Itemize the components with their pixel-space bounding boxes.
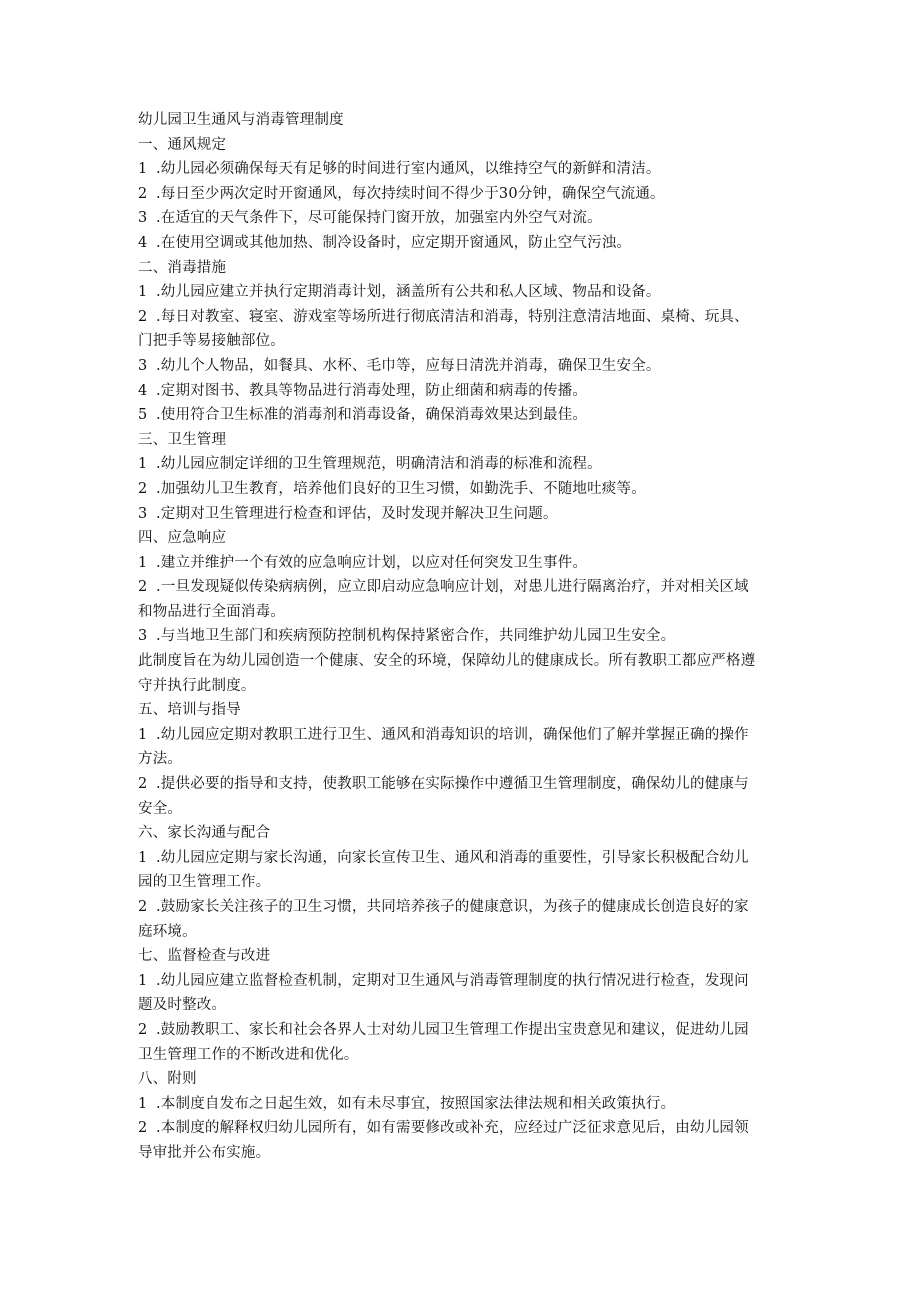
item-text: .与当地卫生部门和疾病预防控制机构保持紧密合作，共同维护幼儿园卫生安全。 [156, 628, 676, 645]
list-item [138, 354, 788, 379]
item-text: .幼儿园应建立并执行定期消毒计划，涵盖所有公共和私人区域、物品和设备。 [156, 284, 661, 301]
item-number: 1 [138, 972, 148, 989]
item-text-continuation: 方法。 [138, 751, 183, 768]
item-number: 1 [138, 554, 148, 571]
item-number: 1 [138, 161, 148, 178]
item-number: 2 [138, 480, 148, 497]
item-text-continuation: 门把手等易接触部位。 [138, 333, 285, 350]
item-number: 3 [138, 505, 148, 522]
item-text-continuation: 题及时整改。 [138, 997, 227, 1014]
list-item [138, 379, 788, 404]
item-text: .幼儿园应定期对教职工进行卫生、通风和消毒知识的培训，确保他们了解并掌握正确的操作 [156, 726, 749, 743]
item-number: 2 [138, 899, 148, 915]
item-text: .幼儿个人物品，如餐具、水杯、毛巾等，应每日清洗并消毒，确保卫生安全。 [156, 357, 661, 374]
list-item [138, 624, 788, 649]
item-text: .鼓励家长关注孩子的卫生习惯，共同培养孩子的健康意识，为孩子的健康成长创造良好的家 [156, 899, 749, 915]
item-text: .提供必要的指导和支持，使教职工能够在实际操作中遵循卫生管理制度，确保幼儿的健康与 [156, 776, 749, 793]
list-item [138, 305, 788, 330]
item-text: .在使用空调或其他加热、制冷设备时，应定期开窗通风，防止空气污浊。 [156, 234, 632, 251]
section-heading: 七、监督检查与改进 [138, 948, 271, 965]
section-heading: 六、家长沟通与配合 [138, 825, 271, 842]
item-text: .每日对教室、寝室、游戏室等场所进行彻底清洁和消毒，特别注意清洁地面、桌椅、玩具、 [156, 308, 749, 325]
list-item [138, 551, 788, 576]
section-heading: 一、通风规定 [138, 136, 227, 153]
item-number: 3 [138, 210, 148, 227]
list-item [138, 502, 788, 527]
item-number: 4 [138, 234, 148, 251]
list-item [138, 772, 788, 797]
item-text: .幼儿园应制定详细的卫生管理规范，明确清洁和消毒的标准和流程。 [156, 456, 602, 473]
item-number: 3 [138, 357, 148, 374]
item-number: 4 [138, 382, 148, 399]
list-item [138, 231, 788, 256]
item-number: 2 [138, 1120, 148, 1137]
item-text: .幼儿园应建立监督检查机制，定期对卫生通风与消毒管理制度的执行情况进行检查，发现问 [156, 972, 749, 989]
list-item [138, 477, 788, 502]
item-text: .每日至少两次定时开窗通风，每次持续时间不得少于30分钟，确保空气流通。 [156, 185, 665, 202]
item-text-continuation: 导审批并公布实施。 [138, 1144, 271, 1161]
item-number: 1 [138, 284, 148, 301]
list-item [138, 1018, 788, 1043]
item-text-continuation: 庭环境。 [138, 923, 197, 940]
item-number: 1 [138, 726, 148, 743]
item-number: 2 [138, 776, 148, 793]
list-item [138, 895, 788, 920]
list-item [138, 969, 788, 994]
item-text: .本制度自发布之日起生效，如有未尽事宜，按照国家法律法规和相关政策执行。 [156, 1095, 676, 1112]
list-item [138, 157, 788, 182]
section-heading: 四、应急响应 [138, 530, 227, 547]
item-number: 1 [138, 1095, 148, 1112]
item-number: 2 [138, 579, 148, 596]
item-number: 5 [138, 407, 148, 424]
item-text: .幼儿园必须确保每天有足够的时间进行室内通风，以维持空气的新鲜和清洁。 [156, 161, 661, 178]
section-heading: 二、消毒措施 [138, 259, 227, 276]
list-item [138, 206, 788, 231]
item-text: .定期对卫生管理进行检查和评估，及时发现并解决卫生问题。 [156, 505, 558, 522]
section-heading: 三、卫生管理 [138, 431, 227, 448]
list-item [138, 403, 788, 428]
document-page [138, 108, 788, 1166]
list-item [138, 846, 788, 871]
list-item [138, 280, 788, 305]
item-text: .鼓励教职工、家长和社会各界人士对幼儿园卫生管理工作提出宝贵意见和建议，促进幼儿园 [156, 1021, 749, 1038]
closing-paragraph-line: 守并执行此制度。 [138, 677, 256, 694]
item-text-continuation: 园的卫生管理工作。 [138, 874, 271, 891]
section-heading: 五、培训与指导 [138, 702, 241, 719]
item-text: .在适宜的天气条件下，尽可能保持门窗开放，加强室内外空气对流。 [156, 210, 602, 227]
item-text: .使用符合卫生标准的消毒剂和消毒设备，确保消毒效果达到最佳。 [156, 407, 588, 424]
item-number: 2 [138, 1021, 148, 1038]
section-heading: 八、附则 [138, 1071, 197, 1088]
list-item [138, 452, 788, 477]
item-number: 2 [138, 185, 148, 202]
item-text: .建立并维护一个有效的应急响应计划，以应对任何突发卫生事件。 [156, 554, 588, 571]
item-text: .加强幼儿卫生教育，培养他们良好的卫生习惯，如勤洗手、不随地吐痰等。 [156, 480, 646, 497]
list-item [138, 1092, 788, 1117]
list-item [138, 575, 788, 600]
document-title: 幼儿园卫生通风与消毒管理制度 [138, 112, 344, 128]
item-number: 1 [138, 456, 148, 473]
item-text: .本制度的解释权归幼儿园所有，如有需要修改或补充，应经过广泛征求意见后，由幼儿园领 [156, 1120, 749, 1137]
item-text-continuation: 安全。 [138, 800, 183, 817]
list-item [138, 1116, 788, 1141]
item-text: .定期对图书、教具等物品进行消毒处理，防止细菌和病毒的传播。 [156, 382, 588, 399]
item-number: 2 [138, 308, 148, 325]
item-number: 1 [138, 849, 148, 866]
closing-paragraph-line: 此制度旨在为幼儿园创造一个健康、安全的环境，保障幼儿的健康成长。所有教职工都应严格遵 [138, 653, 756, 670]
list-item [138, 182, 788, 207]
list-item [138, 723, 788, 748]
item-text: .幼儿园应定期与家长沟通，向家长宣传卫生、通风和消毒的重要性，引导家长积极配合幼儿 [156, 849, 749, 866]
item-text-continuation: 和物品进行全面消毒。 [138, 603, 285, 620]
item-text-continuation: 卫生管理工作的不断改进和优化。 [138, 1046, 359, 1063]
item-text: .一旦发现疑似传染病病例，应立即启动应急响应计划，对患儿进行隔离治疗，并对相关区域 [156, 579, 749, 596]
item-number: 3 [138, 628, 148, 645]
